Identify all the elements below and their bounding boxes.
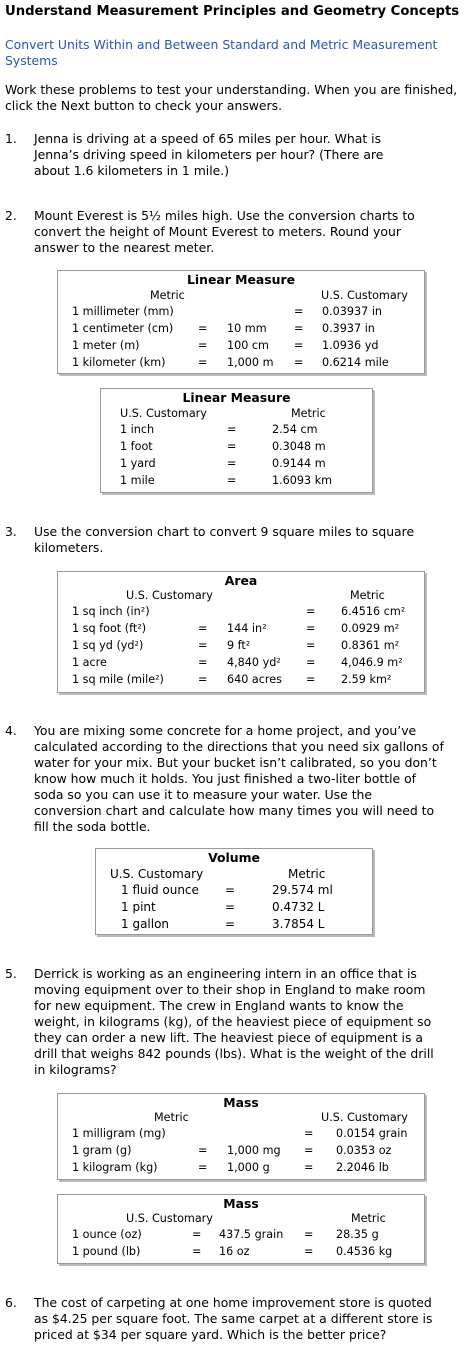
table-cell-eq: =	[306, 622, 316, 635]
table-cell-mid: 1,000 mg	[227, 1144, 281, 1157]
table-cell-eq: =	[198, 673, 208, 686]
volume-table	[95, 848, 373, 935]
table-cell-unit: 1 milligram (mg)	[72, 1127, 166, 1140]
column-header-left: U.S. Customary	[126, 1212, 213, 1225]
table-title: Area	[224, 573, 258, 588]
question-text-line: calculated according to the directions that you need six gallons of	[34, 739, 444, 754]
table-cell-eq: =	[198, 622, 208, 635]
table-cell-value: 2.2046 lb	[336, 1161, 389, 1174]
table-cell-unit: 1 sq mile (mile²)	[72, 673, 164, 686]
table-cell-eq: =	[304, 1161, 314, 1174]
table-cell-eq: =	[225, 900, 236, 914]
table-cell-eq: =	[306, 605, 316, 618]
table-cell-eq: =	[304, 1127, 314, 1140]
table-title: Volume	[208, 850, 260, 865]
table-cell-unit: 1 yard	[120, 457, 156, 470]
table-cell-unit: 1 pound (lb)	[72, 1245, 141, 1258]
table-cell-value: 3.7854 L	[272, 917, 325, 931]
question-text-line: convert the height of Mount Everest to meters. Round your	[34, 224, 401, 239]
table-cell-eq: =	[294, 356, 304, 369]
column-header-left: Metric	[154, 1111, 189, 1124]
table-cell-value: 2.54 cm	[272, 423, 318, 436]
table-title: Mass	[223, 1196, 259, 1211]
table-cell-mid: 640 acres	[227, 673, 282, 686]
table-cell-eq: =	[192, 1228, 202, 1241]
question-text-line: know how much it holds. You just finished a two-liter bottle of	[34, 771, 417, 786]
table-cell-unit: 1 acre	[72, 656, 107, 669]
column-header-left: U.S. Customary	[110, 867, 204, 881]
table-cell-unit: 1 meter (m)	[72, 339, 140, 352]
table-cell-unit: 1 kilogram (kg)	[72, 1161, 158, 1174]
page-title: Understand Measurement Principles and Geometry Concepts	[5, 4, 460, 19]
question-text-line: in kilograms?	[34, 1062, 117, 1077]
table-cell-value: 4,046.9 m²	[341, 656, 403, 669]
table-cell-value: 0.8361 m²	[341, 639, 400, 652]
table-cell-unit: 1 millimeter (mm)	[72, 305, 174, 318]
table-cell-value: 0.6214 mile	[322, 356, 389, 369]
table-cell-value: 0.3937 in	[322, 322, 375, 335]
table-cell-eq: =	[198, 639, 208, 652]
question-text-line: soda so you can use it to measure your water. Use the	[34, 787, 373, 802]
question-number: 2.	[5, 208, 17, 223]
table-cell-unit: 1 pint	[121, 900, 156, 914]
table-cell-eq: =	[225, 883, 236, 897]
question-text-line: priced at $34 per square yard. Which is the better price?	[34, 1327, 387, 1342]
table-cell-eq: =	[227, 474, 237, 487]
table-cell-unit: 1 inch	[120, 423, 155, 436]
table-cell-value: 0.0353 oz	[336, 1144, 392, 1157]
table-cell-eq: =	[294, 305, 304, 318]
table-cell-value: 0.4536 kg	[336, 1245, 393, 1258]
question-text-line: The cost of carpeting at one home improvement store is quoted	[34, 1295, 432, 1310]
table-cell-mid: 144 in²	[227, 622, 267, 635]
table-cell-eq: =	[198, 1161, 208, 1174]
table-cell-value: 0.9144 m	[272, 457, 326, 470]
table-cell-mid: 10 mm	[227, 322, 267, 335]
table-cell-unit: 1 gallon	[121, 917, 170, 931]
table-cell-eq: =	[306, 656, 316, 669]
column-header-left: Metric	[150, 289, 185, 302]
question-text-line: water for your mix. But your bucket isn’t calibrated, so you don’t	[34, 755, 437, 770]
question-number: 5.	[5, 966, 17, 981]
table-cell-eq: =	[192, 1245, 202, 1258]
mass-us-table	[57, 1194, 425, 1264]
table-cell-value: 0.3048 m	[272, 440, 326, 453]
table-cell-mid: 9 ft²	[227, 639, 251, 652]
table-cell-value: 0.0929 m²	[341, 622, 400, 635]
column-header-right: Metric	[351, 1212, 386, 1225]
question-text-line: Jenna is driving at a speed of 65 miles per hour. What is	[34, 131, 382, 146]
table-cell-eq: =	[198, 339, 208, 352]
question-text-line: about 1.6 kilometers in 1 mile.)	[34, 163, 230, 178]
mass-metric-table	[57, 1093, 425, 1180]
table-cell-eq: =	[227, 457, 237, 470]
table-cell-value: 28.35 g	[336, 1228, 379, 1241]
table-cell-value: 29.574 ml	[272, 883, 333, 897]
question-number: 6.	[5, 1295, 17, 1310]
table-cell-value: 1.6093 km	[272, 474, 333, 487]
section-subheading: Convert Units Within and Between Standard and Metric Measurement Systems	[5, 37, 438, 68]
table-cell-eq: =	[225, 917, 236, 931]
linear-measure-us-table	[100, 388, 373, 493]
table-cell-value: 0.4732 L	[272, 900, 325, 914]
column-header-right: Metric	[288, 867, 326, 881]
table-cell-eq: =	[198, 656, 208, 669]
question-number: 4.	[5, 723, 17, 738]
intro-text: Work these problems to test your understanding. When you are finished, click the Next button to check your answers.	[5, 82, 458, 113]
table-cell-mid: 4,840 yd²	[227, 656, 281, 669]
table-cell-eq: =	[294, 322, 304, 335]
area-table	[57, 571, 425, 693]
question-text-line: for new equipment. The crew in England wants to know the	[34, 998, 404, 1013]
column-header-right: Metric	[350, 589, 385, 602]
table-cell-eq: =	[198, 356, 208, 369]
table-title: Linear Measure	[187, 272, 295, 287]
table-cell-eq: =	[304, 1228, 314, 1241]
column-header-right: U.S. Customary	[321, 289, 408, 302]
table-cell-unit: 1 sq foot (ft²)	[72, 622, 147, 635]
question-number: 1.	[5, 131, 17, 146]
question-text-line: moving equipment over to their shop in England to make room	[34, 982, 426, 997]
question-text-line: kilometers.	[34, 540, 104, 555]
table-cell-mid: 100 cm	[227, 339, 269, 352]
question-text-line: weight, in kilograms (kg), of the heaviest piece of equipment so	[34, 1014, 432, 1029]
table-cell-unit: 1 foot	[120, 440, 153, 453]
question-text-line: Mount Everest is 5½ miles high. Use the conversion charts to	[34, 208, 415, 223]
table-cell-eq: =	[306, 639, 316, 652]
table-cell-unit: 1 fluid ounce	[121, 883, 199, 897]
question-text-line: Jenna’s driving speed in kilometers per hour? (There are	[34, 147, 384, 162]
table-cell-eq: =	[304, 1245, 314, 1258]
question-number: 3.	[5, 524, 17, 539]
question-text-line: drill that weighs 842 pounds (lbs). What is the weight of the drill	[34, 1046, 434, 1061]
table-cell-eq: =	[294, 339, 304, 352]
table-cell-mid: 1,000 g	[227, 1161, 270, 1174]
table-cell-mid: 1,000 m	[227, 356, 274, 369]
question-text-line: answer to the nearest meter.	[34, 240, 215, 255]
column-header-right: Metric	[291, 407, 326, 420]
table-cell-unit: 1 kilometer (km)	[72, 356, 166, 369]
question-text-line: they can order a new lift. The heaviest piece of equipment is a	[34, 1030, 423, 1045]
question-text-line: Derrick is working as an engineering intern in an office that is	[34, 966, 417, 981]
column-header-left: U.S. Customary	[126, 589, 213, 602]
table-cell-value: 6.4516 cm²	[341, 605, 406, 618]
table-title: Linear Measure	[182, 390, 291, 405]
table-cell-value: 0.0154 grain	[336, 1127, 408, 1140]
table-cell-unit: 1 mile	[120, 474, 155, 487]
table-cell-value: 2.59 km²	[341, 673, 392, 686]
question-text-line: Use the conversion chart to convert 9 square miles to square	[34, 524, 415, 539]
table-cell-unit: 1 centimeter (cm)	[72, 322, 174, 335]
question-text-line: fill the soda bottle.	[34, 819, 151, 834]
table-cell-unit: 1 ounce (oz)	[72, 1228, 142, 1241]
question-text-line: conversion chart and calculate how many times you will need to	[34, 803, 435, 818]
table-cell-eq: =	[304, 1144, 314, 1157]
table-cell-value: 1.0936 yd	[322, 339, 379, 352]
question-text-line: as $4.25 per square foot. The same carpet at a different store is	[34, 1311, 433, 1326]
table-cell-unit: 1 sq inch (in²)	[72, 605, 150, 618]
table-cell-eq: =	[227, 423, 237, 436]
table-cell-mid: 437.5 grain	[219, 1228, 284, 1241]
table-cell-mid: 16 oz	[219, 1245, 250, 1258]
column-header-left: U.S. Customary	[120, 407, 207, 420]
linear-measure-metric-table	[57, 270, 425, 374]
table-cell-eq: =	[227, 440, 237, 453]
table-cell-eq: =	[198, 322, 208, 335]
table-cell-unit: 1 sq yd (yd²)	[72, 639, 144, 652]
table-cell-eq: =	[306, 673, 316, 686]
question-text-line: You are mixing some concrete for a home project, and you’ve	[34, 723, 417, 738]
table-title: Mass	[223, 1095, 259, 1110]
column-header-right: U.S. Customary	[321, 1111, 408, 1124]
table-cell-unit: 1 gram (g)	[72, 1144, 132, 1157]
table-cell-eq: =	[198, 1144, 208, 1157]
table-cell-value: 0.03937 in	[322, 305, 383, 318]
